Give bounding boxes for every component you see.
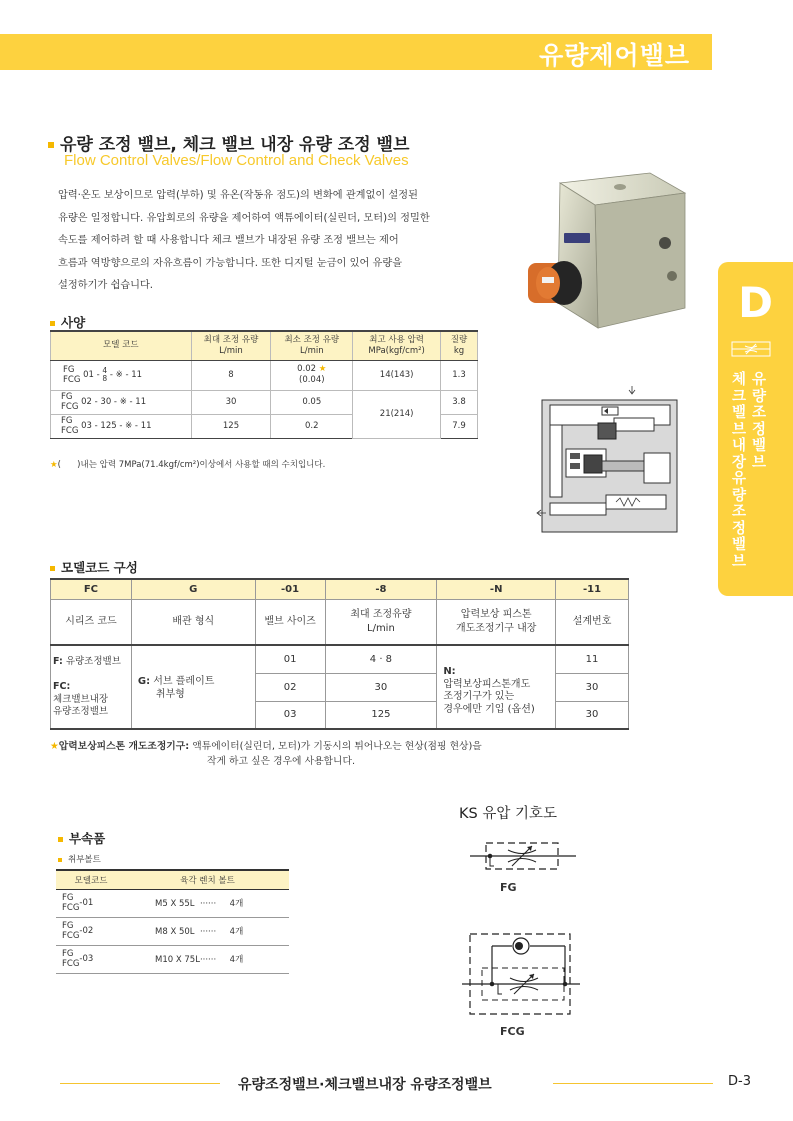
spec-min-cell: 0.05 (271, 390, 353, 414)
label-cell: 최대 조정유량 L/min (325, 599, 437, 645)
table-row (56, 917, 289, 945)
label-cell: 압력보상 피스톤 개도조정기구 내장 (437, 599, 556, 645)
model-code-note: ★압력보상피스톤 개도조정기구: 액튜에이터(실린더, 모터)가 기동시의 튀어나오는 현상(점핑 현상)을 작게 하고 싶은 경우에 사용합니다. (50, 741, 482, 767)
star-icon: ★ (50, 460, 58, 470)
spec-table (50, 330, 478, 439)
section-tab-label-1: 유량조정 밸브 (751, 372, 766, 471)
header-title: 유량제어밸브 (539, 41, 690, 70)
bolt-model-cell: FG FCG-01 (56, 889, 126, 917)
intro-line: 속도를 제어하려 할 때 사용합니다 체크 밸브가 내장된 유량 조정 밸브는 제어 (58, 235, 399, 246)
spec-max-cell: 8 (191, 360, 271, 390)
model-code-heading-text: 모델코드 구성 (61, 560, 138, 575)
code-cell: FC (51, 579, 132, 599)
cross-section-diagram (536, 383, 684, 538)
size-cell: 03 (255, 701, 325, 729)
spec-max-cell: 125 (191, 414, 271, 438)
ks-symbol-title: KS 유압 기호도 (459, 806, 557, 822)
fcg-symbol-diagram (462, 928, 580, 1018)
flow-cell: 125 (325, 701, 437, 729)
spec-mass-cell: 1.3 (441, 360, 478, 390)
size-cell: 02 (255, 673, 325, 701)
page-title-text: 유량 조정 밸브, 체크 밸브 내장 유량 조정 밸브 (60, 135, 410, 155)
spec-model-cell: FG FCG 03 - 125 - ※ - 11 (51, 414, 192, 438)
flow-cell: 4 · 8 (325, 645, 437, 673)
size-cell: 01 (255, 645, 325, 673)
spec-max-cell: 30 (191, 390, 271, 414)
header-band (0, 34, 712, 70)
bullet-square-icon (50, 566, 55, 571)
bolt-table (56, 869, 289, 974)
bullet-square-icon (58, 837, 63, 842)
model-code-heading (50, 558, 138, 576)
label-cell: 시리즈 코드 (51, 599, 132, 645)
intro-line: 압력·온도 보상이므로 압력(부하) 및 유온(작동유 점도)의 변화에 관계없이 설정된 (58, 190, 418, 201)
spec-min-cell: 0.2 (271, 414, 353, 438)
model-code-label-row (51, 599, 629, 645)
spec-note: ★( )내는 압력 7MPa(71.4kgf/cm²)이상에서 사용할 때의 수치입니다. (50, 460, 326, 470)
design-cell: 30 (556, 673, 629, 701)
code-cell: -11 (556, 579, 629, 599)
product-photo (520, 163, 700, 333)
page-number: D-3 (728, 1074, 751, 1089)
spec-col-model: 모델 코드 (51, 331, 192, 360)
footer-rule (553, 1083, 713, 1084)
spec-heading-text: 사양 (61, 315, 86, 330)
flow-cell: 30 (325, 673, 437, 701)
parts-subheading: 취부볼트 (58, 853, 101, 865)
bullet-square-icon (58, 858, 62, 862)
design-cell: 11 (556, 645, 629, 673)
table-row (56, 889, 289, 917)
series-cell: F: 유량조정밸브 FC: 체크밸브내장 유량조정밸브 (51, 645, 132, 729)
pipe-cell: G: 서브 플레이트 취부형 (131, 645, 255, 729)
star-icon: ★ (50, 741, 59, 752)
spec-model-cell: FG FCG 01 - 4 8 - ※ - 11 (51, 360, 192, 390)
bolt-col-model: 모델코드 (56, 870, 126, 889)
bolt-spec-cell: M8 X 50L ······ 4개 (126, 917, 289, 945)
parts-heading-text: 부속품 (69, 831, 106, 846)
intro-line: 흐름과 역방향으로의 자유흐름이 가능합니다. 또한 디지털 눈금이 있어 유량을 (58, 257, 403, 269)
spec-pressure-cell: 21(214) (353, 390, 441, 438)
spec-min-cell: 0.02 ★ (0.04) (271, 360, 353, 390)
spec-col-mass: 질량 kg (441, 331, 478, 360)
bullet-square-icon (48, 142, 54, 148)
fcg-symbol-label: FCG (500, 1025, 525, 1038)
section-tab-label-2: 체크밸브내장 유량조정밸브 (731, 372, 746, 570)
bolt-header-row (56, 870, 289, 889)
parts-heading (58, 829, 105, 847)
spec-model-cell: FG FCG 02 - 30 - ※ - 11 (51, 390, 192, 414)
spec-header-row (51, 331, 478, 360)
label-cell: 밸브 사이즈 (255, 599, 325, 645)
design-cell: 30 (556, 701, 629, 729)
spec-mass-cell: 3.8 (441, 390, 478, 414)
flow-control-symbol-icon (731, 340, 771, 358)
section-letter: D (738, 278, 773, 327)
fg-symbol-label: FG (500, 881, 517, 894)
spec-mass-cell: 7.9 (441, 414, 478, 438)
spec-pressure-cell: 14(143) (353, 360, 441, 390)
model-code-table (50, 578, 629, 730)
spec-col-pressure: 최고 사용 압력 MPa(kgf/cm²) (353, 331, 441, 360)
fg-symbol-diagram (470, 836, 576, 876)
spec-heading (50, 313, 85, 331)
intro-line: 설정하기가 쉽습니다. (58, 280, 154, 291)
intro-line: 유량은 일정합니다. 유압회로의 유량을 제어하여 액튜에이터(실린더, 모터)의 정밀한 (58, 212, 430, 224)
spec-col-min-flow: 최소 조정 유량 L/min (271, 331, 353, 360)
model-code-row (51, 579, 629, 599)
code-cell: -8 (325, 579, 437, 599)
code-cell: G (131, 579, 255, 599)
section-tab[interactable] (718, 262, 793, 596)
code-cell: -N (437, 579, 556, 599)
label-cell: 배관 형식 (131, 599, 255, 645)
intro-paragraph (58, 185, 478, 298)
code-cell: -01 (255, 579, 325, 599)
bolt-col-bolt: 육각 렌치 볼트 (126, 870, 289, 889)
option-cell: N: 압력보상피스톤개도 조정기구가 있는 경우에만 기입 (옵션) (437, 645, 556, 729)
table-row (51, 390, 478, 414)
table-row (56, 945, 289, 973)
bolt-model-cell: FG FCG-03 (56, 945, 126, 973)
bolt-spec-cell: M5 X 55L ······ 4개 (126, 889, 289, 917)
spec-col-max-flow: 최대 조정 유량 L/min (191, 331, 271, 360)
bolt-model-cell: FG FCG-02 (56, 917, 126, 945)
table-row (51, 645, 629, 673)
footer-title: 유량조정밸브·체크밸브내장 유량조정밸브 (238, 1077, 492, 1093)
footer-rule (60, 1083, 220, 1084)
page-subtitle: Flow Control Valves/Flow Control and Check Valves (64, 152, 409, 169)
label-cell: 설계번호 (556, 599, 629, 645)
bolt-spec-cell: M10 X 75L······ 4개 (126, 945, 289, 973)
table-row (51, 360, 478, 390)
bullet-square-icon (50, 321, 55, 326)
